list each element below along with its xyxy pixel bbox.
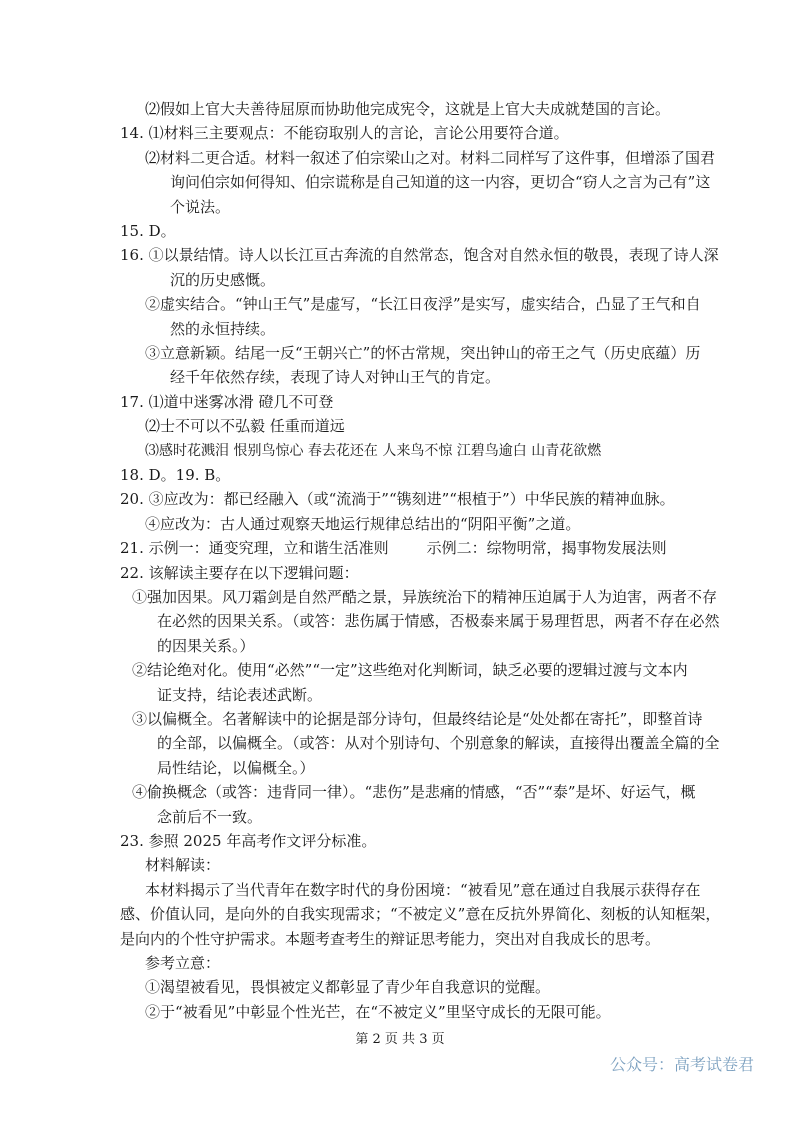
text-line: 17. ⑴道中迷雾冰滑 磴几不可登 xyxy=(120,392,334,411)
text-line: ④应改为：古人通过观察天地运行规律总结出的“阴阳平衡”之道。 xyxy=(145,514,581,533)
text-line: 沉的历史感慨。 xyxy=(170,270,276,289)
text-line: 询问伯宗如何得知、伯宗谎称是自己知道的这一内容，更切合“窃人之言为己有”这 xyxy=(170,173,711,192)
text-line: 23. 参照 2025 年高考作文评分标准。 xyxy=(120,832,377,850)
text-line: 然的永恒持续。 xyxy=(170,319,276,338)
text-line: 14. ⑴材料三主要观点：不能窃取别人的言论，言论公用要符合道。 xyxy=(120,124,569,143)
text-line: 局性结论，以偏概全。） xyxy=(157,758,315,777)
text-line: ⑵假如上官大夫善待屈原而协助他完成宪令，这就是上官大夫成就楚国的言论。 xyxy=(145,100,671,118)
text-line: 参考立意： xyxy=(145,954,221,972)
text-line: ②结论绝对化。使用“必然”“一定”这些绝对化判断词，缺乏必要的逻辑过渡与文本内 xyxy=(132,661,688,680)
text-line: ③以偏概全。名著解读中的论据是部分诗句，但最终结论是“处处都在寄托”，即整首诗 xyxy=(132,710,703,728)
text-line: 个说法。 xyxy=(170,197,231,216)
text-line: 是向内的个性守护需求。本题考查考生的辩证思考能力，突出对自我成长的思考。 xyxy=(120,929,661,948)
text-line: 证支持，结论表述武断。 xyxy=(157,685,323,704)
text-line: 的因果关系。） xyxy=(157,636,255,655)
text-line: 15. D。 xyxy=(120,222,176,240)
text-line: 16. ①以景结情。诗人以长江亘古奔流的自然常态，饱含对自然永恒的敬畏，表现了诗人深 xyxy=(120,246,719,265)
text-line: 经千年依然存续，表现了诗人对钟山王气的肯定。 xyxy=(170,368,501,387)
text-line: ②于“被看见”中彰显个性光芒，在“不被定义”里坚守成长的无限可能。 xyxy=(145,1002,611,1021)
text-line: 20. ③应改为：都已经融入（或“流淌于”“镌刻进”“根植于”）中华民族的精神血脉。 xyxy=(120,490,675,509)
text-line: ①渴望被看见，畏惧被定义都彰显了青少年自我意识的觉醒。 xyxy=(145,978,551,997)
text-line: ⑶感时花溅泪 恨别鸟惊心 春去花还在 人来鸟不惊 江碧鸟逾白 山青花欲燃 xyxy=(145,442,602,459)
text-line: 18. D。19. B。 xyxy=(120,466,231,484)
text-line: ③立意新颖。结尾一反“王朝兴亡”的怀古常规，突出钟山的帝王之气（历史底蕴）历 xyxy=(145,344,701,362)
example-one: 21. 示例一：通变究理，立和谐生活准则 xyxy=(120,539,389,558)
text-line: ②虚实结合。“钟山王气”是虚写，“长江日夜浮”是实写，虚实结合，凸显了王气和自 xyxy=(145,295,701,314)
text-line: 本材料揭示了当代青年在数字时代的身份困境：“被看见”意在通过自我展示获得存在 xyxy=(145,880,701,899)
text-line: 22. 该解读主要存在以下逻辑问题： xyxy=(120,563,359,582)
text-line: ①强加因果。风刀霜剑是自然严酷之景，异族统治下的精神压迫属于人为迫害，两者不存 xyxy=(132,588,718,606)
text-line: 的全部，以偏概全。（或答：从对个别诗句、个别意象的解读，直接得出覆盖全篇的全 xyxy=(157,734,720,753)
text-line: 念前后不一致。 xyxy=(157,807,263,826)
watermark: 公众号：高考试卷君 xyxy=(610,1054,755,1074)
text-line: ⑵材料二更合适。材料一叙述了伯宗梁山之对。材料二同样写了这件事，但增添了国君 xyxy=(145,148,716,167)
page-footer: 第 2 页 共 3 页 xyxy=(355,1031,445,1047)
text-line: 在必然的因果关系。（或答：悲伤属于情感，否极泰来属于易理哲思，两者不存在必然 xyxy=(157,612,720,631)
text-line xyxy=(120,538,667,558)
text-line: 感、价值认同，是向外的自我实现需求；“不被定义”意在反抗外界简化、刻板的认知框架， xyxy=(120,905,721,924)
text-line: ⑵士不可以不弘毅 任重而道远 xyxy=(145,417,345,436)
example-two: 示例二：综物明常，揭事物发展法则 xyxy=(426,539,667,558)
text-line: 材料解读： xyxy=(145,856,221,875)
text-line: ④偷换概念（或答：违背同一律）。“悲伤”是悲痛的情感，“否”“泰”是坏、好运气，概 xyxy=(132,783,696,802)
